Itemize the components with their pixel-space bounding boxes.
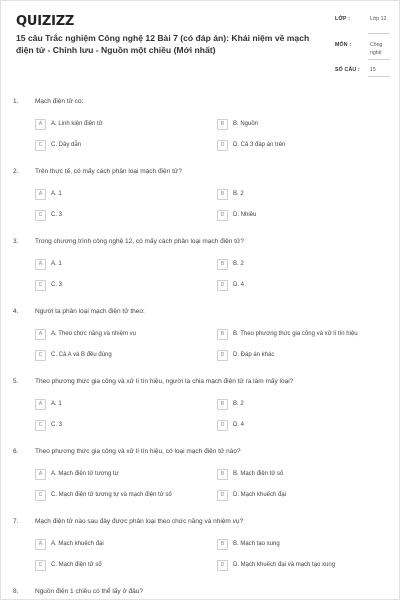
option-text: B. Nguồn bbox=[233, 121, 259, 127]
option-letter-box: C bbox=[35, 420, 46, 431]
question-number: 7. bbox=[13, 518, 19, 525]
option-text: D. Mạch khuếch đại và mạch tạo xung bbox=[233, 562, 336, 568]
question-text: Nguồn điện 1 chiều có thể lấy ở đâu? bbox=[35, 588, 143, 595]
option-text: B. 2 bbox=[233, 191, 244, 197]
option-letter-box: A bbox=[35, 189, 46, 200]
option-letter-box: A bbox=[35, 469, 46, 480]
question-number: 2. bbox=[13, 168, 19, 175]
question-number: 1. bbox=[13, 98, 19, 105]
option-text: A. 1 bbox=[51, 261, 62, 267]
option-letter-box: B bbox=[217, 399, 228, 410]
option-text: D. 4 bbox=[233, 282, 245, 288]
option-letter-box: C bbox=[35, 140, 46, 151]
question-number: 3. bbox=[13, 238, 19, 245]
option-text: C. 3 bbox=[51, 422, 63, 428]
question-number: 6. bbox=[13, 448, 19, 455]
option-letter-box: C bbox=[35, 560, 46, 571]
option-text: C. Mạch điện tử số bbox=[51, 562, 102, 568]
option-text: D. 4 bbox=[233, 422, 245, 428]
question-number: 5. bbox=[13, 378, 19, 385]
option-letter-box: D bbox=[217, 280, 228, 291]
meta-count-underline bbox=[368, 76, 390, 77]
option-text: C. 3 bbox=[51, 282, 63, 288]
question-text: Trong chương trình công nghệ 12, có mấy cách phân loại mạch điện tử? bbox=[35, 238, 244, 245]
option-text: A. Theo chức năng và nhiệm vụ bbox=[51, 331, 136, 337]
option-letter-box: A bbox=[35, 259, 46, 270]
option-text: A. Mạch điện tử tương tự bbox=[51, 471, 119, 477]
meta-subject-label: MÔN : bbox=[335, 42, 352, 48]
option-text: A. 1 bbox=[51, 401, 62, 407]
meta-class-label: LỚP : bbox=[335, 16, 351, 22]
worksheet-header bbox=[1, 1, 400, 89]
option-letter-box: C bbox=[35, 490, 46, 501]
option-letter-box: B bbox=[217, 189, 228, 200]
option-letter-box: D bbox=[217, 490, 228, 501]
option-letter-box: D bbox=[217, 350, 228, 361]
meta-class-underline bbox=[368, 33, 390, 34]
option-text: B. Mạch điện tử số bbox=[233, 471, 284, 477]
option-letter-box: B bbox=[217, 329, 228, 340]
option-text: A. Mạch khuếch đại bbox=[51, 541, 104, 547]
option-letter-box: C bbox=[35, 210, 46, 221]
option-letter-box: D bbox=[217, 420, 228, 431]
option-letter-box: C bbox=[35, 280, 46, 291]
option-text: C. 3 bbox=[51, 212, 63, 218]
option-letter-box: B bbox=[217, 539, 228, 550]
option-text: D. Đáp án khác bbox=[233, 352, 275, 358]
option-text: B. 2 bbox=[233, 401, 244, 407]
option-letter-box: B bbox=[217, 119, 228, 130]
option-text: B. 2 bbox=[233, 261, 244, 267]
option-letter-box: D bbox=[217, 140, 228, 151]
option-text: D. Nhiều bbox=[233, 212, 257, 218]
option-text: B. Mạch tạo xung bbox=[233, 541, 280, 547]
option-text: B. Theo phương thức gia công và xử lí tín hiệu bbox=[233, 331, 358, 337]
meta-class-value: Lớp 12 bbox=[370, 16, 387, 22]
option-text: C. Cả A và B đều đúng bbox=[51, 352, 112, 358]
option-letter-box: A bbox=[35, 399, 46, 410]
option-text: C. Dây dẫn bbox=[51, 142, 82, 148]
option-letter-box: D bbox=[217, 560, 228, 571]
option-letter-box: B bbox=[217, 259, 228, 270]
quizizz-logo: QUIZIZZ bbox=[16, 14, 75, 29]
question-text: Mạch điện tử nào sau đây được phân loại theo chức năng và nhiệm vụ? bbox=[35, 518, 244, 525]
option-text: A. 1 bbox=[51, 191, 62, 197]
question-text: Mạch điện tử có: bbox=[35, 98, 84, 105]
option-letter-box: A bbox=[35, 119, 46, 130]
question-number: 4. bbox=[13, 308, 19, 315]
option-letter-box: A bbox=[35, 329, 46, 340]
question-text: Theo phương thức gia công và xử lí tín hiệu, người ta chia mạch điện tử ra làm mấy loại? bbox=[35, 378, 294, 385]
question-number: 8. bbox=[13, 588, 19, 595]
option-letter-box: C bbox=[35, 350, 46, 361]
option-text: D. Mạch khuếch đại bbox=[233, 492, 287, 498]
meta-subject-underline bbox=[368, 59, 390, 60]
question-text: Theo phương thức gia công và xử lí tín hiệu, có loại mạch điện tử nào? bbox=[35, 448, 241, 455]
meta-count-value: 15 bbox=[370, 67, 376, 73]
option-text: A. Linh kiện điện tử bbox=[51, 121, 103, 127]
question-text: Trên thực tế, có mấy cách phân loại mạch điện tử? bbox=[35, 168, 182, 175]
question-text: Người ta phân loại mạch điện tử theo: bbox=[35, 308, 145, 315]
meta-subject-value: Công nghệ bbox=[370, 42, 383, 56]
option-text: D. Cả 3 đáp án trên bbox=[233, 142, 286, 148]
worksheet-title: 15 câu Trắc nghiệm Công nghệ 12 Bài 7 (có đáp án): Khái niệm về mạch điện tử - Chỉnh lưu - Nguồn một chiều (Mới nhất) bbox=[16, 33, 310, 55]
option-text: C. Mạch điện tử tương tự và mạch điện tử số bbox=[51, 492, 172, 498]
option-letter-box: D bbox=[217, 210, 228, 221]
meta-count-label: SỐ CÂU : bbox=[335, 67, 360, 73]
option-letter-box: A bbox=[35, 539, 46, 550]
option-letter-box: B bbox=[217, 469, 228, 480]
